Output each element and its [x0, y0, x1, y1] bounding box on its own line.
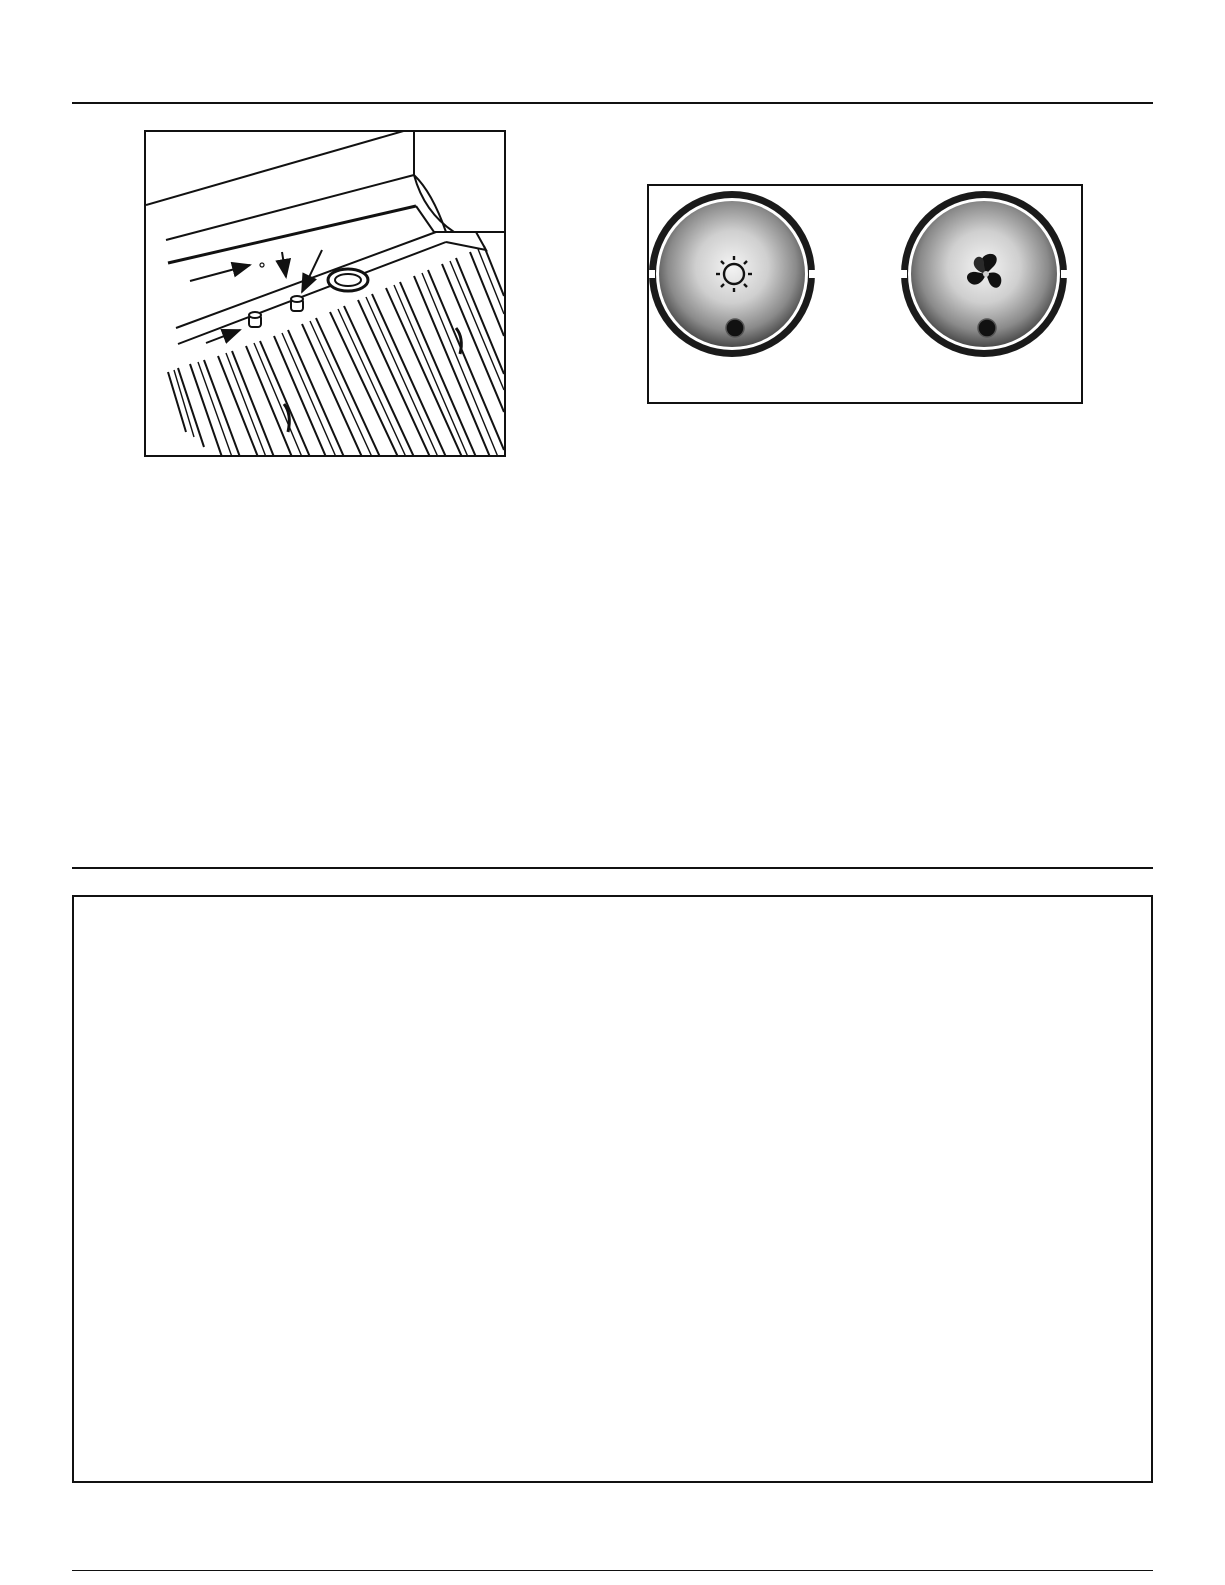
hood-controls-illustration: [144, 130, 506, 457]
indicator-light-icon: [978, 319, 996, 337]
control-buttons-illustration: [647, 184, 1083, 404]
arrow-icon: [302, 250, 322, 292]
indicator-light-icon: [726, 319, 744, 337]
notice-box: [72, 895, 1153, 1483]
hood-drawing: [146, 132, 504, 455]
arrow-icon: [190, 265, 250, 281]
hood-top-edge: [146, 132, 414, 205]
fan-button-icon: [291, 296, 303, 311]
top-divider-rule: [72, 102, 1153, 104]
arrow-icon: [282, 252, 286, 277]
middle-divider-rule: [72, 867, 1153, 869]
bottom-divider-rule: [72, 1570, 1153, 1571]
fan-button[interactable]: [899, 191, 1069, 357]
hood-front-edge: [166, 175, 414, 240]
light-button-icon: [249, 312, 261, 327]
light-button[interactable]: [649, 191, 817, 357]
buttons-drawing: [649, 186, 1081, 402]
indicator-light-icon: [260, 263, 264, 267]
